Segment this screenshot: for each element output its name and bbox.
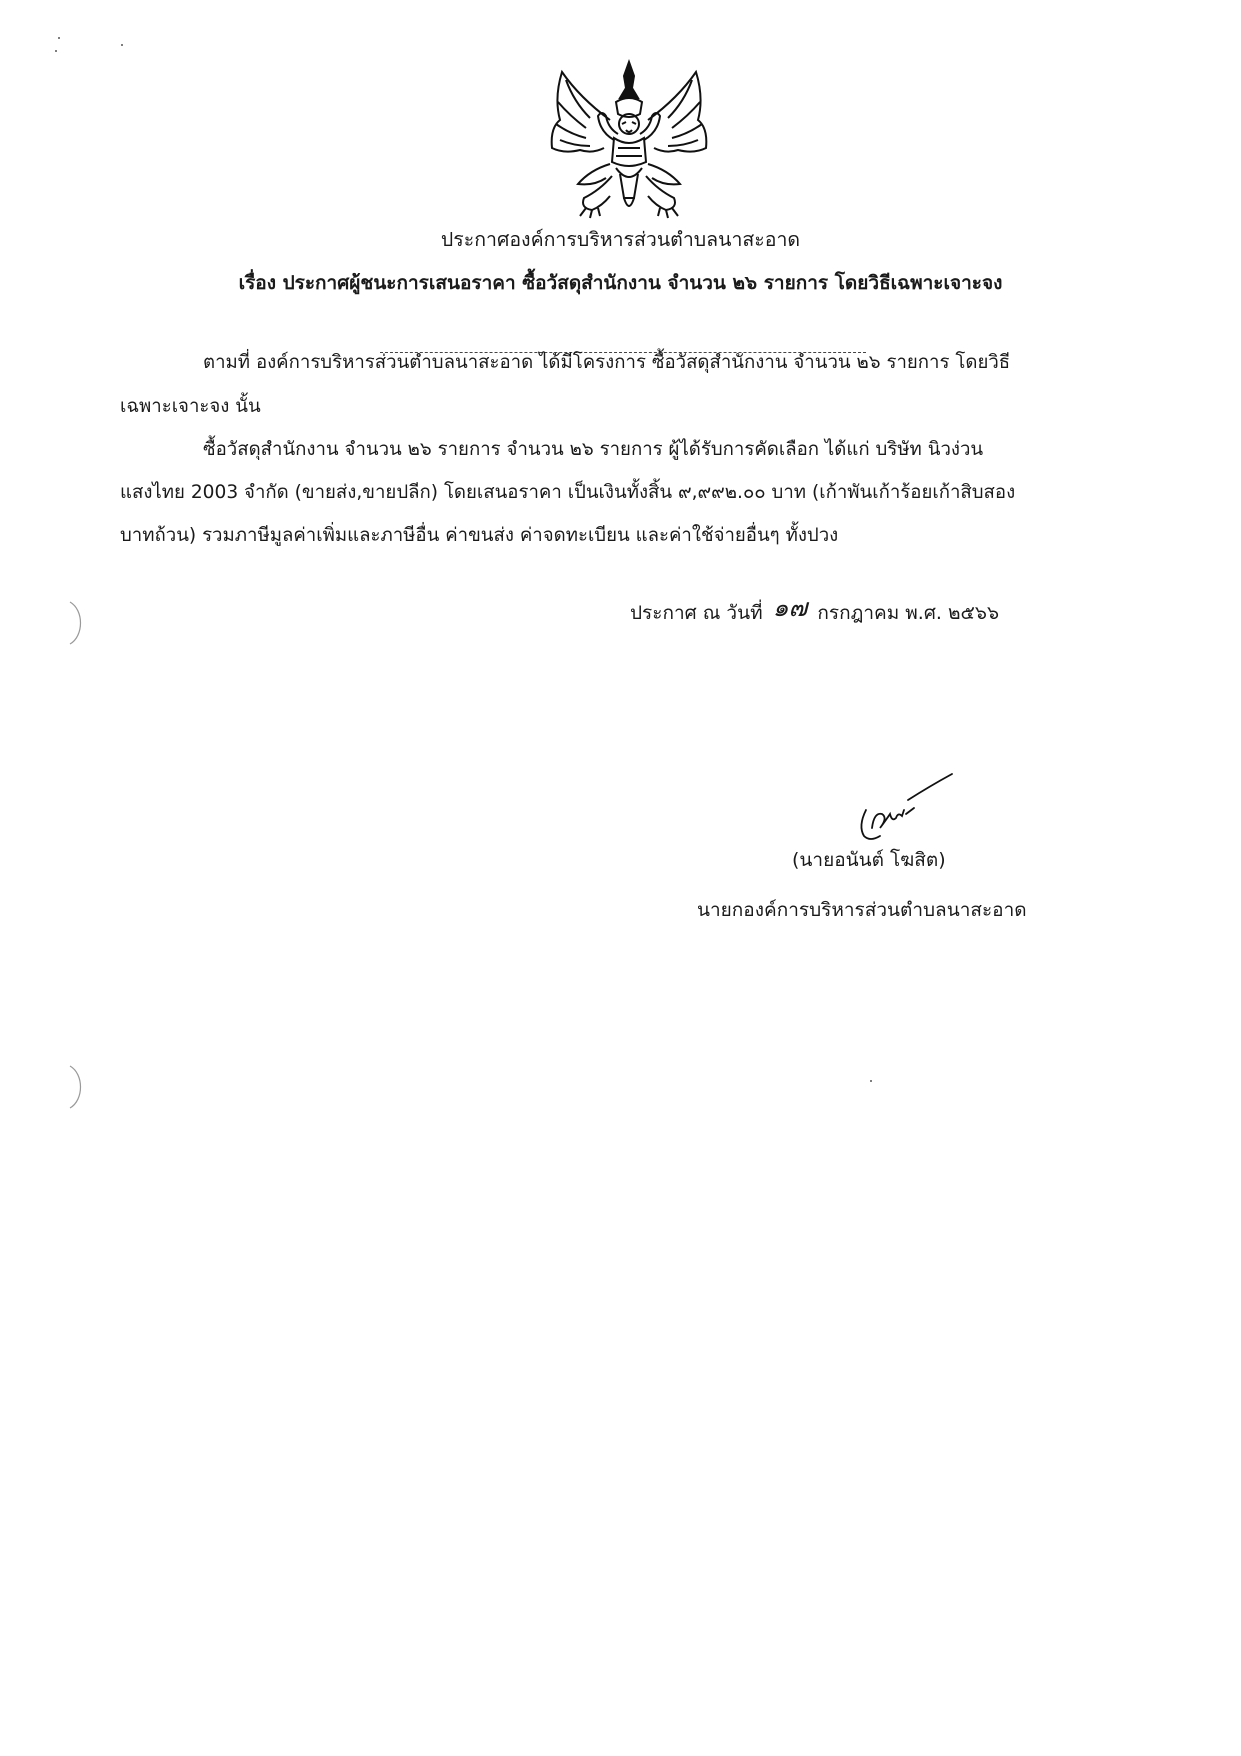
punch-hole-mark (68, 1064, 86, 1110)
punch-hole-mark (68, 600, 86, 646)
announcement-subject: เรื่อง ประกาศผู้ชนะการเสนอราคา ซื้อวัสดุสำนักงาน จำนวน ๒๖ รายการ โดยวิธีเฉพาะเจาะจง (238, 272, 1003, 294)
date-prefix: ประกาศ ณ วันที่ (630, 602, 763, 624)
scan-speck (121, 44, 123, 46)
body-paragraph-2-line-1: ซื้อวัสดุสำนักงาน จำนวน ๒๖ รายการ จำนวน ๒๖ รายการ ผู้ได้รับการคัดเลือก ได้แก่ บริษัท นิวง่วน (203, 439, 984, 460)
body-paragraph-1-line-1: ตามที่ องค์การบริหารส่วนตำบลนาสะอาด ได้มีโครงการ ซื้อวัสดุสำนักงาน จำนวน ๒๖ รายการ โดยวิธี (203, 352, 1011, 373)
garuda-emblem-icon (540, 58, 718, 220)
body-paragraph-1-line-2: เฉพาะเจาะจง นั้น (120, 396, 261, 417)
body-paragraph-2-line-3: บาทถ้วน) รวมภาษีมูลค่าเพิ่มและภาษีอื่น ค่าขนส่ง ค่าจดทะเบียน และค่าใช้จ่ายอื่นๆ ทั้งปวง (120, 525, 839, 546)
scan-speck (58, 37, 60, 39)
body-paragraph-2-line-2: แสงไทย 2003 จำกัด (ขายส่ง,ขายปลีก) โดยเสนอราคา เป็นเงินทั้งสิ้น ๙,๙๙๒.๐๐ บาท (เก้าพันเก้าร้อยเก้าสิบสอง (120, 482, 1016, 503)
signatory-position: นายกองค์การบริหารส่วนตำบลนาสะอาด (697, 899, 1027, 921)
announcement-issuer: ประกาศองค์การบริหารส่วนตำบลนาสะอาด (440, 228, 801, 251)
announcement-date (630, 593, 1000, 626)
signatory-name: (นายอนันต์ โฆสิต) (792, 849, 946, 871)
scan-speck (870, 1080, 872, 1082)
date-day-handwritten: ๑๗ (772, 593, 808, 622)
handwritten-signature (850, 770, 960, 850)
date-suffix: กรกฎาคม พ.ศ. ๒๕๖๖ (817, 602, 1000, 624)
scan-speck (55, 50, 57, 52)
